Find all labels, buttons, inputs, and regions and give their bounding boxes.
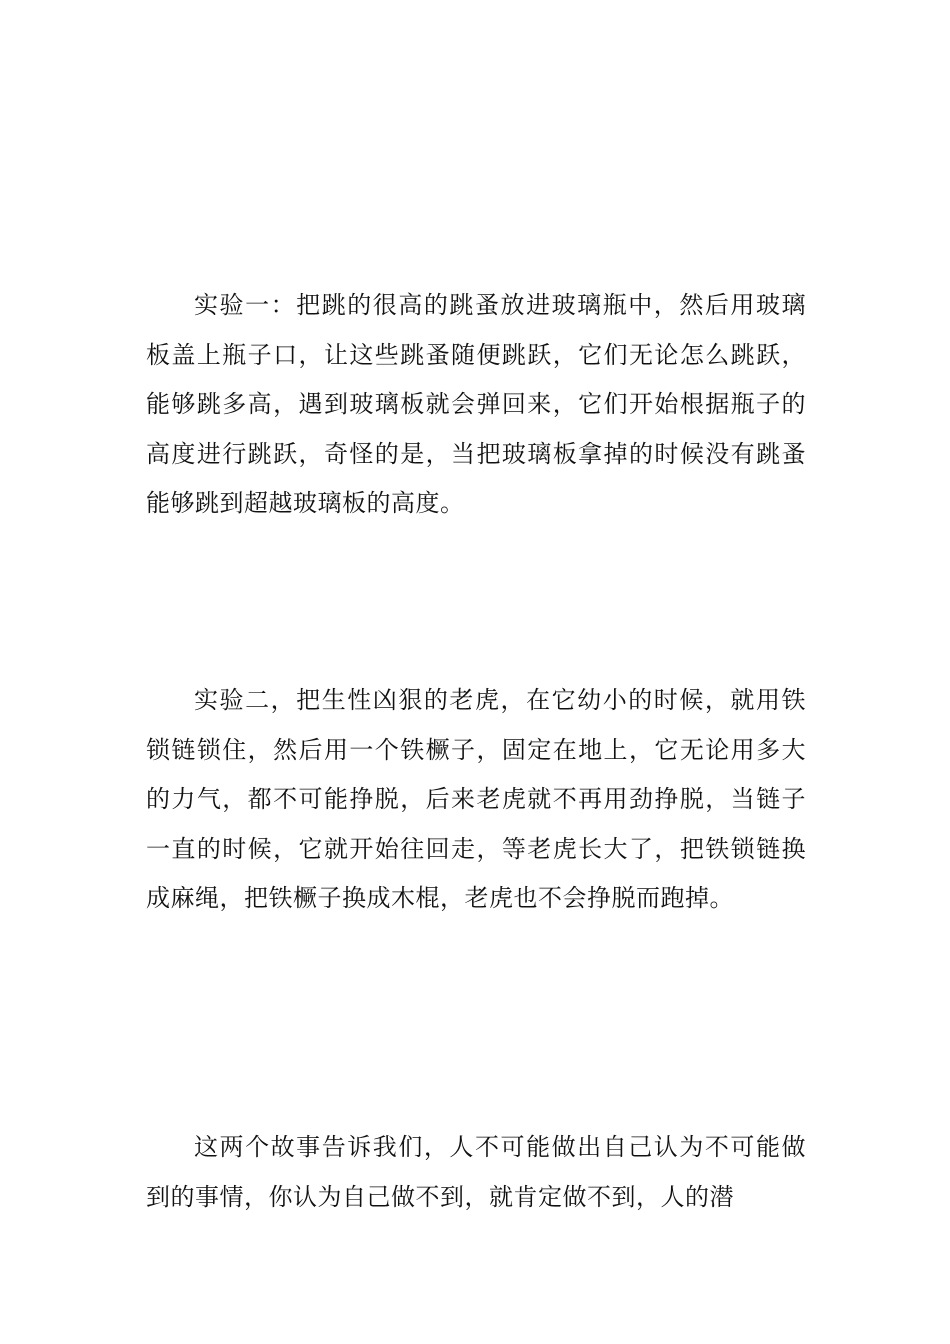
paragraph-experiment-one: 实验一：把跳的很高的跳蚤放进玻璃瓶中，然后用玻璃板盖上瓶子口，让这些跳蚤随便跳跃，它们无论怎么跳跃，能够跳多高，遇到玻璃板就会弹回来，它们开始根据瓶子的高度进行跳跃，奇怪的是，当把玻璃板拿掉的时候没有跳蚤能够跳到超越玻璃板的高度。 <box>146 291 806 517</box>
paragraph-conclusion: 这两个故事告诉我们，人不可能做出自己认为不可能做到的事情，你认为自己做不到，就肯定做不到，人的潜 <box>146 1133 806 1211</box>
paragraph-experiment-two: 实验二，把生性凶狠的老虎，在它幼小的时候，就用铁锁链锁住，然后用一个铁橛子，固定在地上，它无论用多大的力气，都不可能挣脱，后来老虎就不再用劲挣脱，当链子一直的时候，它就开始往回走，等老虎长大了，把铁锁链换成麻绳，把铁橛子换成木棍，老虎也不会挣脱而跑掉。 <box>146 686 806 912</box>
